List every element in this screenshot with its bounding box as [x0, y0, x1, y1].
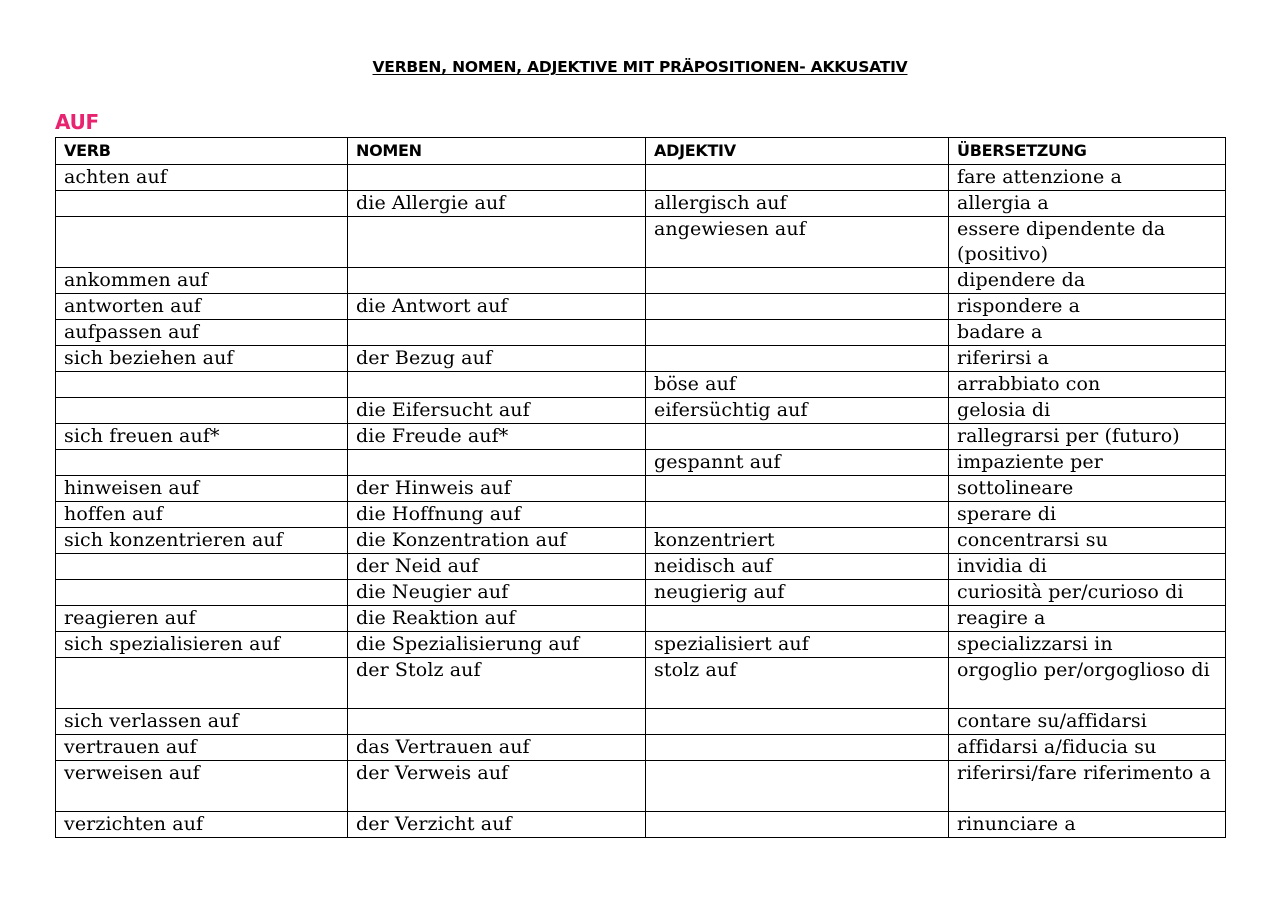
cell-adjektiv: böse auf — [646, 372, 949, 398]
cell-translation: riferirsi/fare riferimento a — [949, 761, 1226, 812]
table-row — [56, 165, 1226, 191]
cell-translation: gelosia di — [949, 398, 1226, 424]
cell-nomen: der Hinweis auf — [348, 476, 646, 502]
column-header-nomen: NOMEN — [348, 138, 646, 165]
cell-adjektiv — [646, 709, 949, 735]
table-row — [56, 398, 1226, 424]
cell-nomen: der Neid auf — [348, 554, 646, 580]
cell-adjektiv — [646, 346, 949, 372]
cell-translation: rispondere a — [949, 294, 1226, 320]
cell-nomen: die Eifersucht auf — [348, 398, 646, 424]
cell-adjektiv: spezialisiert auf — [646, 632, 949, 658]
table-row — [56, 372, 1226, 398]
cell-adjektiv — [646, 165, 949, 191]
table-row — [56, 268, 1226, 294]
table-row — [56, 554, 1226, 580]
cell-verb — [56, 191, 348, 217]
cell-translation: invidia di — [949, 554, 1226, 580]
cell-translation: allergia a — [949, 191, 1226, 217]
cell-verb: verweisen auf — [56, 761, 348, 812]
table-row — [56, 502, 1226, 528]
cell-translation: fare attenzione a — [949, 165, 1226, 191]
cell-verb: sich konzentrieren auf — [56, 528, 348, 554]
cell-verb — [56, 658, 348, 709]
cell-nomen: die Spezialisierung auf — [348, 632, 646, 658]
cell-nomen: der Stolz auf — [348, 658, 646, 709]
cell-verb: sich beziehen auf — [56, 346, 348, 372]
cell-nomen — [348, 372, 646, 398]
cell-nomen: die Konzentration auf — [348, 528, 646, 554]
cell-adjektiv — [646, 735, 949, 761]
column-header-verb: VERB — [56, 138, 348, 165]
cell-nomen — [348, 450, 646, 476]
cell-adjektiv: gespannt auf — [646, 450, 949, 476]
cell-nomen — [348, 165, 646, 191]
cell-nomen: der Verweis auf — [348, 761, 646, 812]
table-row — [56, 606, 1226, 632]
cell-verb — [56, 398, 348, 424]
cell-nomen: die Hoffnung auf — [348, 502, 646, 528]
cell-verb — [56, 580, 348, 606]
cell-verb: reagieren auf — [56, 606, 348, 632]
cell-nomen: die Neugier auf — [348, 580, 646, 606]
cell-nomen: die Reaktion auf — [348, 606, 646, 632]
cell-nomen — [348, 217, 646, 268]
cell-adjektiv: stolz auf — [646, 658, 949, 709]
table-row — [56, 812, 1226, 838]
table-row — [56, 320, 1226, 346]
cell-adjektiv — [646, 320, 949, 346]
cell-adjektiv — [646, 606, 949, 632]
cell-verb: antworten auf — [56, 294, 348, 320]
cell-translation: riferirsi a — [949, 346, 1226, 372]
cell-translation: essere dipendente da (positivo) — [949, 217, 1226, 268]
table-row — [56, 735, 1226, 761]
cell-verb: sich verlassen auf — [56, 709, 348, 735]
section-heading-auf: AUF — [55, 110, 99, 134]
cell-verb: hoffen auf — [56, 502, 348, 528]
cell-nomen — [348, 709, 646, 735]
cell-translation: orgoglio per/orgoglioso di — [949, 658, 1226, 709]
vocabulary-table — [55, 137, 1226, 838]
cell-verb — [56, 372, 348, 398]
cell-adjektiv: neugierig auf — [646, 580, 949, 606]
cell-verb: aufpassen auf — [56, 320, 348, 346]
table-row — [56, 450, 1226, 476]
cell-adjektiv: konzentriert — [646, 528, 949, 554]
cell-verb: sich freuen auf* — [56, 424, 348, 450]
cell-verb: verzichten auf — [56, 812, 348, 838]
table-row — [56, 191, 1226, 217]
table-row — [56, 761, 1226, 812]
cell-translation: sperare di — [949, 502, 1226, 528]
cell-verb — [56, 450, 348, 476]
cell-nomen: die Allergie auf — [348, 191, 646, 217]
table-row — [56, 580, 1226, 606]
cell-translation: badare a — [949, 320, 1226, 346]
cell-verb: ankommen auf — [56, 268, 348, 294]
cell-verb: vertrauen auf — [56, 735, 348, 761]
cell-adjektiv: angewiesen auf — [646, 217, 949, 268]
cell-verb: achten auf — [56, 165, 348, 191]
cell-adjektiv — [646, 502, 949, 528]
cell-verb: sich spezialisieren auf — [56, 632, 348, 658]
column-header-uebersetzung: ÜBERSETZUNG — [949, 138, 1226, 165]
column-header-adjektiv: ADJEKTIV — [646, 138, 949, 165]
cell-translation: impaziente per — [949, 450, 1226, 476]
cell-verb — [56, 217, 348, 268]
cell-translation: rinunciare a — [949, 812, 1226, 838]
table-row — [56, 346, 1226, 372]
cell-translation: rallegrarsi per (futuro) — [949, 424, 1226, 450]
table-header-row — [56, 138, 1226, 165]
cell-nomen — [348, 268, 646, 294]
cell-adjektiv — [646, 268, 949, 294]
cell-translation: reagire a — [949, 606, 1226, 632]
cell-nomen: die Freude auf* — [348, 424, 646, 450]
document-title: VERBEN, NOMEN, ADJEKTIVE MIT PRÄPOSITIONEN- AKKUSATIV — [372, 58, 908, 76]
cell-nomen — [348, 320, 646, 346]
table-row — [56, 217, 1226, 268]
cell-adjektiv — [646, 761, 949, 812]
cell-nomen: das Vertrauen auf — [348, 735, 646, 761]
cell-adjektiv — [646, 294, 949, 320]
table-row — [56, 658, 1226, 709]
cell-nomen: der Bezug auf — [348, 346, 646, 372]
table-row — [56, 294, 1226, 320]
cell-translation: sottolineare — [949, 476, 1226, 502]
cell-translation: contare su/affidarsi — [949, 709, 1226, 735]
cell-translation: arrabbiato con — [949, 372, 1226, 398]
table-row — [56, 476, 1226, 502]
cell-verb: hinweisen auf — [56, 476, 348, 502]
cell-translation: dipendere da — [949, 268, 1226, 294]
table-row — [56, 709, 1226, 735]
cell-adjektiv: eifersüchtig auf — [646, 398, 949, 424]
cell-adjektiv — [646, 476, 949, 502]
cell-adjektiv — [646, 424, 949, 450]
cell-translation: specializzarsi in — [949, 632, 1226, 658]
cell-verb — [56, 554, 348, 580]
cell-adjektiv: neidisch auf — [646, 554, 949, 580]
cell-adjektiv — [646, 812, 949, 838]
table-row — [56, 632, 1226, 658]
cell-translation: affidarsi a/fiducia su — [949, 735, 1226, 761]
table-row — [56, 424, 1226, 450]
cell-translation: concentrarsi su — [949, 528, 1226, 554]
cell-nomen: der Verzicht auf — [348, 812, 646, 838]
cell-translation: curiosità per/curioso di — [949, 580, 1226, 606]
cell-adjektiv: allergisch auf — [646, 191, 949, 217]
cell-nomen: die Antwort auf — [348, 294, 646, 320]
table-row — [56, 528, 1226, 554]
